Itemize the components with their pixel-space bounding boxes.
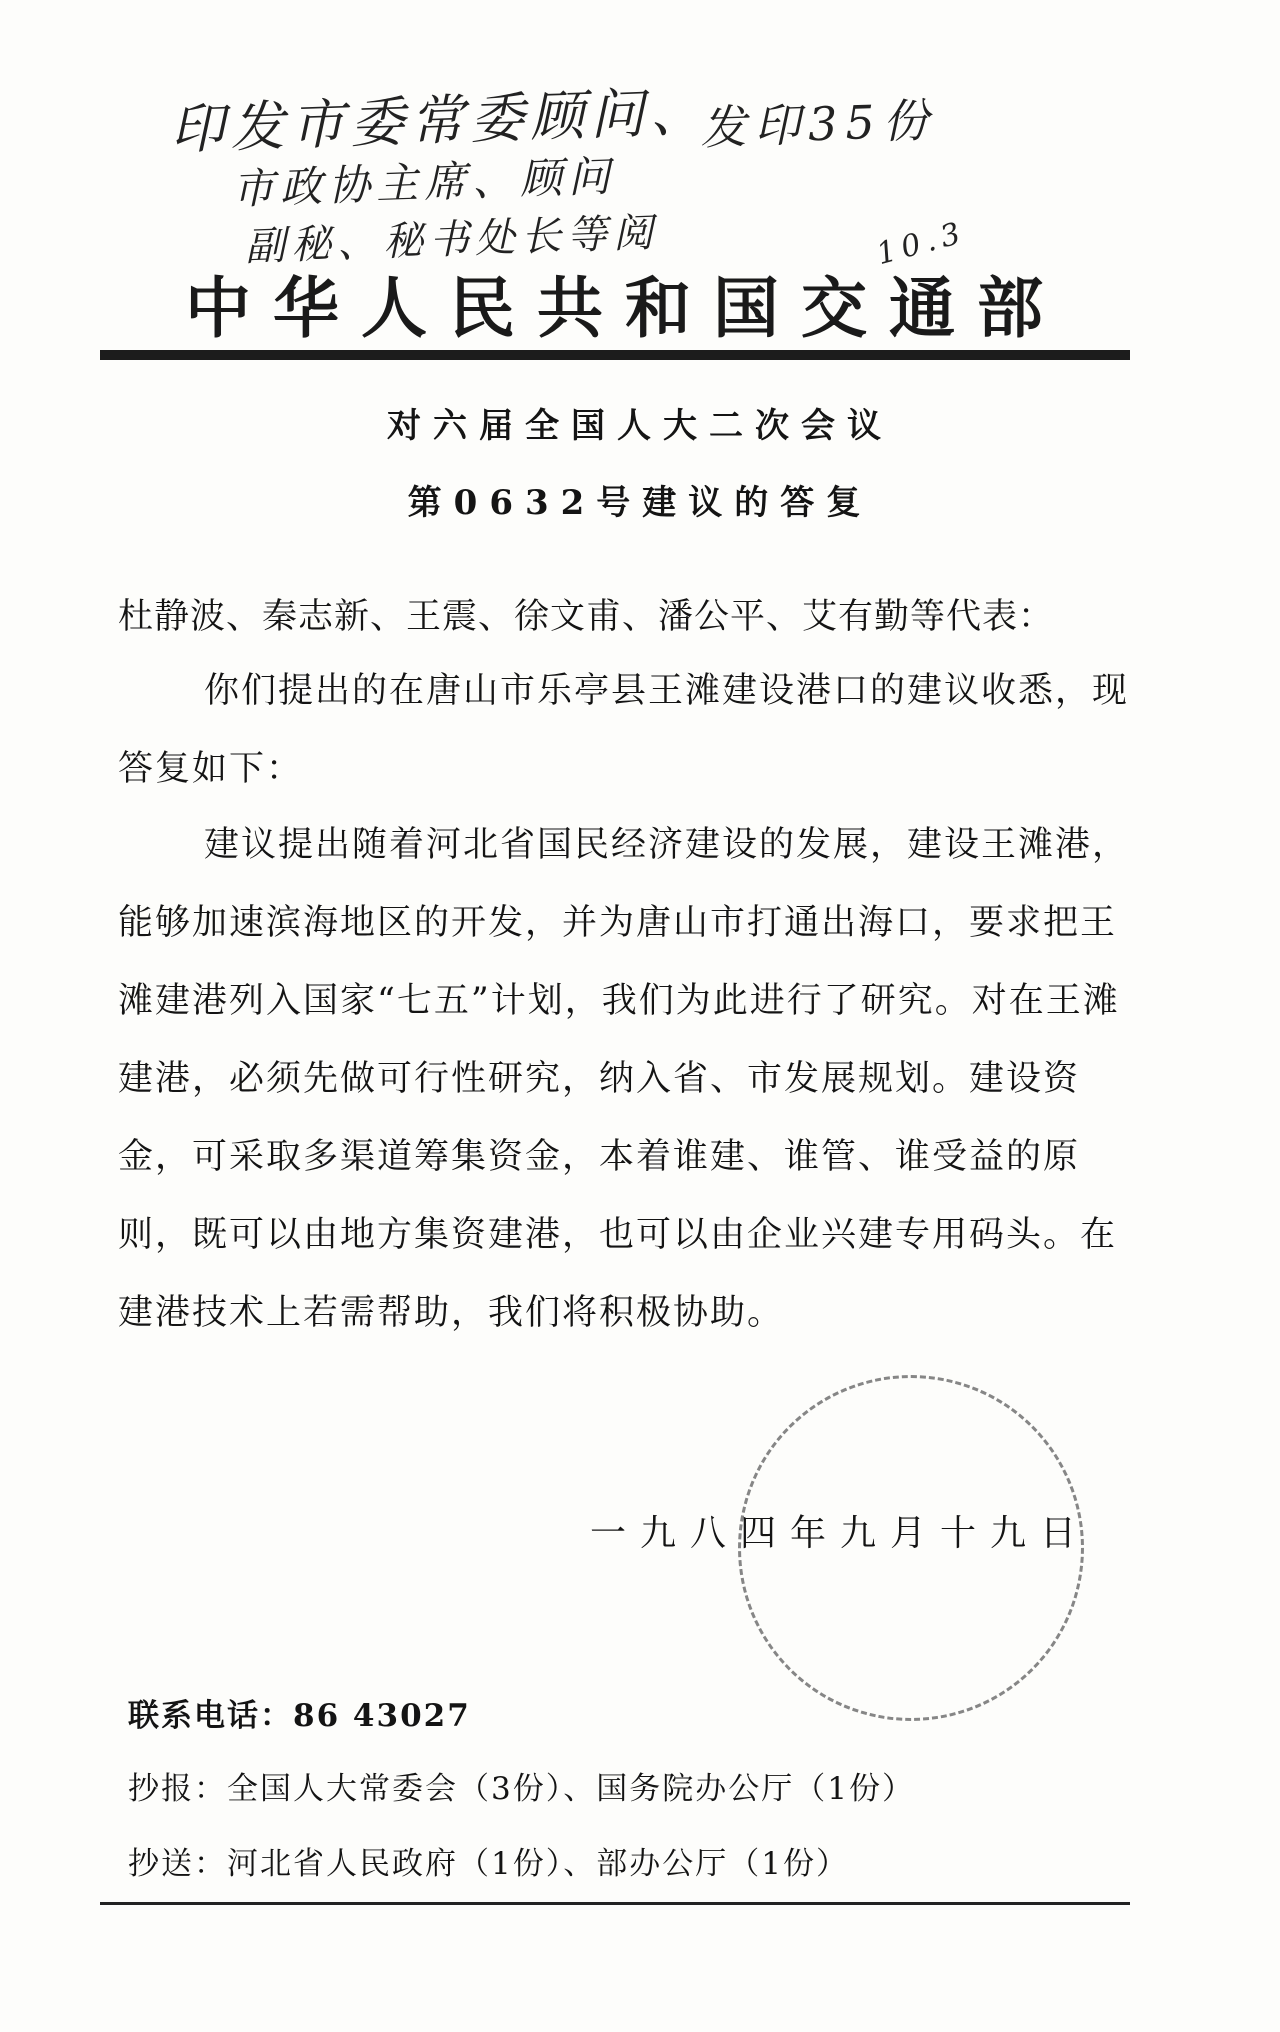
body-paragraph-1: 你们提出的在唐山市乐亭县王滩建设港口的建议收悉，现答复如下：: [118, 671, 1130, 789]
handwritten-note-date: 10.3: [873, 214, 970, 273]
handwritten-note-copies: 发印35份: [699, 92, 938, 156]
cc-send-line: 抄送：河北省人民政府（1份）、部办公厅（1份）: [128, 1846, 849, 1882]
body-paragraph-2: 建议提出随着河北省国民经济建设的发展，建设王滩港，能够加速滨海地区的开发，并为唐山市打通出海口，要求把王滩建港列入国家“七五”计划，我们为此进行了研究。对在王滩建港，必须先做可行性研究，纳入省、市发展规划。建设资金，可采取多渠道筹集资金，本着谁建、谁管、谁受益的原则，既可以由地方集资建港，也可以由企业兴建专用码头。在建港技术上若需帮助，我们将积极协助。: [118, 825, 1130, 1333]
handwritten-note-readers: 副秘、秘书处长等阅: [244, 209, 660, 271]
handwritten-note-distribution: 印发市委常委顾问、: [169, 79, 712, 162]
handwritten-note-recipients: 市政协主席、顾问: [231, 151, 617, 214]
agency-letterhead: 中华人民共和国交通部: [185, 270, 1065, 347]
cc-report-line: 抄报：全国人大常委会（3份）、国务院办公厅（1份）: [128, 1771, 915, 1807]
contact-phone: 联系电话：86 43027: [128, 1698, 471, 1734]
salutation: 杜静波、秦志新、王震、徐文甫、潘公平、艾有勤等代表：: [118, 597, 1055, 637]
document-heading-line1: 对六届全国人大二次会议: [387, 406, 893, 446]
document-date: 一九八四年九月十九日: [590, 1513, 1091, 1554]
document-heading-line2: 第0632号建议的答复: [407, 483, 873, 523]
letterhead-divider: [100, 350, 1130, 360]
footer-divider: [100, 1902, 1130, 1905]
